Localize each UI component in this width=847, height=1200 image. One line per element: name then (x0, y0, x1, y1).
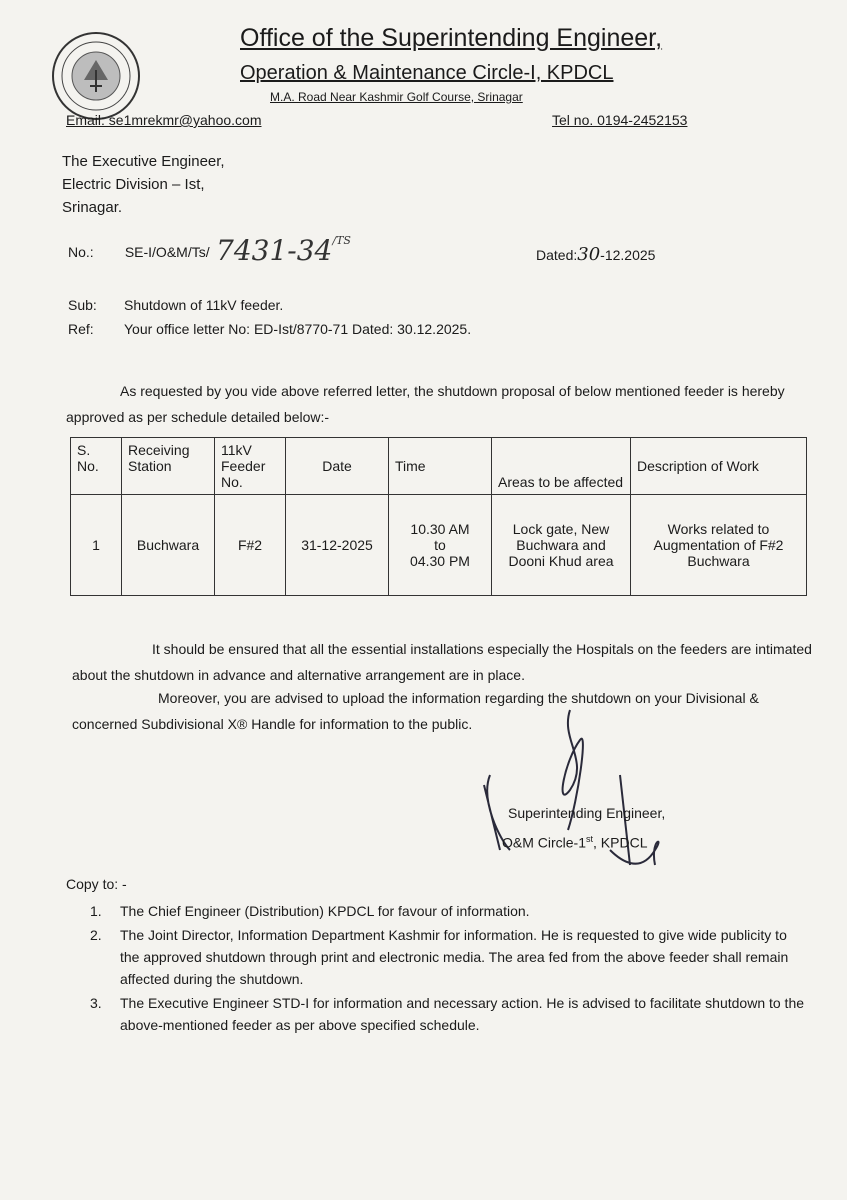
ref-no-handwritten-suffix: /TS (332, 234, 351, 247)
signature-block (480, 800, 665, 856)
date-day-handwritten: 30 (577, 244, 601, 265)
list-item-text: The Chief Engineer (Distribution) KPDCL for favour of information. (120, 903, 530, 919)
reference-number (68, 244, 210, 260)
time-to: 04.30 PM (410, 553, 470, 569)
cell-date: 31-12-2025 (286, 495, 389, 596)
signatory-office-sup: st (586, 834, 594, 844)
table-header-row (71, 438, 807, 495)
signatory-title: Superintending Engineer, (508, 805, 666, 821)
ref-no-label: No.: (68, 244, 94, 260)
time-to-word: to (434, 537, 446, 553)
ref-no-handwritten-digits: 7431-34 (216, 234, 333, 267)
list-item (80, 900, 810, 922)
cell-sno: 1 (71, 495, 122, 596)
header-feeder: 11kV Feeder No. (215, 438, 286, 495)
list-item-text: The Executive Engineer STD-I for information and necessary action. He is advised to facilitate shutdown to the above-mentioned feeder as per above specified schedule. (120, 995, 805, 1033)
header-sno: S. No. (71, 438, 122, 495)
header-time: Time (389, 438, 492, 495)
addressee-block (62, 150, 225, 219)
header-areas: Areas to be affected (492, 438, 631, 495)
date-rest: -12.2025 (600, 247, 656, 263)
date-label: Dated: (536, 247, 578, 263)
list-item-number: 3. (90, 995, 102, 1011)
table-row (71, 495, 807, 596)
handwritten-signature (470, 700, 700, 890)
ensure-paragraph: It should be ensured that all the essential installations especially the Hospitals on the feeders are intimated about the shutdown in advance and alternative arrangement are in place. (72, 641, 812, 683)
header-station: Receiving Station (122, 438, 215, 495)
time-from: 10.30 AM (410, 521, 470, 537)
list-item (80, 924, 810, 990)
kpdcl-seal-logo (50, 30, 142, 122)
ref-no-handwritten (216, 234, 351, 267)
intro-paragraph: As requested by you vide above referred letter, the shutdown proposal of below mentioned feeder is hereby approved as per schedule detailed below:- (66, 383, 785, 425)
subject-label: Sub: (68, 297, 97, 313)
cell-feeder: F#2 (215, 495, 286, 596)
list-item-text: The Joint Director, Information Department Kashmir for information. He is requested to give wide publicity to the approved shutdown through print and electronic media. The area fed from the above feeder shall remain affected during the shutdown. (120, 927, 789, 987)
header-work: Description of Work (631, 438, 807, 495)
addressee-line-1: The Executive Engineer, (62, 153, 225, 170)
ref-text: Your office letter No: ED-Ist/8770-71 Dated: 30.12.2025. (124, 321, 472, 337)
email-line: Email: se1mrekmr@yahoo.com (66, 112, 262, 128)
cell-areas: Lock gate, New Buchwara and Dooni Khud area (492, 495, 631, 596)
office-address: M.A. Road Near Kashmir Golf Course, Srinagar (270, 90, 523, 104)
shutdown-schedule-table (70, 437, 807, 596)
subject-text: Shutdown of 11kV feeder. (124, 297, 284, 313)
cell-station: Buchwara (122, 495, 215, 596)
addressee-line-2: Electric Division – Ist, (62, 176, 205, 193)
moreover-paragraph: Moreover, you are advised to upload the information regarding the shutdown on your Divisional & concerned Subdivisional X® Handle for information to the public. (72, 690, 759, 732)
signatory-office (480, 826, 665, 856)
letter-date (536, 244, 655, 265)
office-title: Office of the Superintending Engineer, (240, 24, 663, 52)
list-item (80, 992, 810, 1036)
copy-to-list (80, 900, 810, 1038)
header-date: Date (286, 438, 389, 495)
addressee-line-3: Srinagar. (62, 199, 123, 216)
cell-work: Works related to Augmentation of F#2 Buchwara (631, 495, 807, 596)
ref-label: Ref: (68, 321, 94, 337)
cell-time (389, 495, 492, 596)
signatory-office-name: O&M Circle-1 (502, 834, 587, 851)
list-item-number: 2. (90, 927, 102, 943)
telephone-line: Tel no. 0194-2452153 (552, 112, 688, 128)
subject-block (66, 292, 473, 342)
circle-title: Operation & Maintenance Circle-I, KPDCL (240, 62, 614, 84)
list-item-number: 1. (90, 903, 102, 919)
ref-no-prefix: SE-I/O&M/Ts/ (124, 244, 210, 260)
copy-to-label: Copy to: - (66, 876, 127, 892)
signatory-office-org: , KPDCL (593, 834, 648, 851)
